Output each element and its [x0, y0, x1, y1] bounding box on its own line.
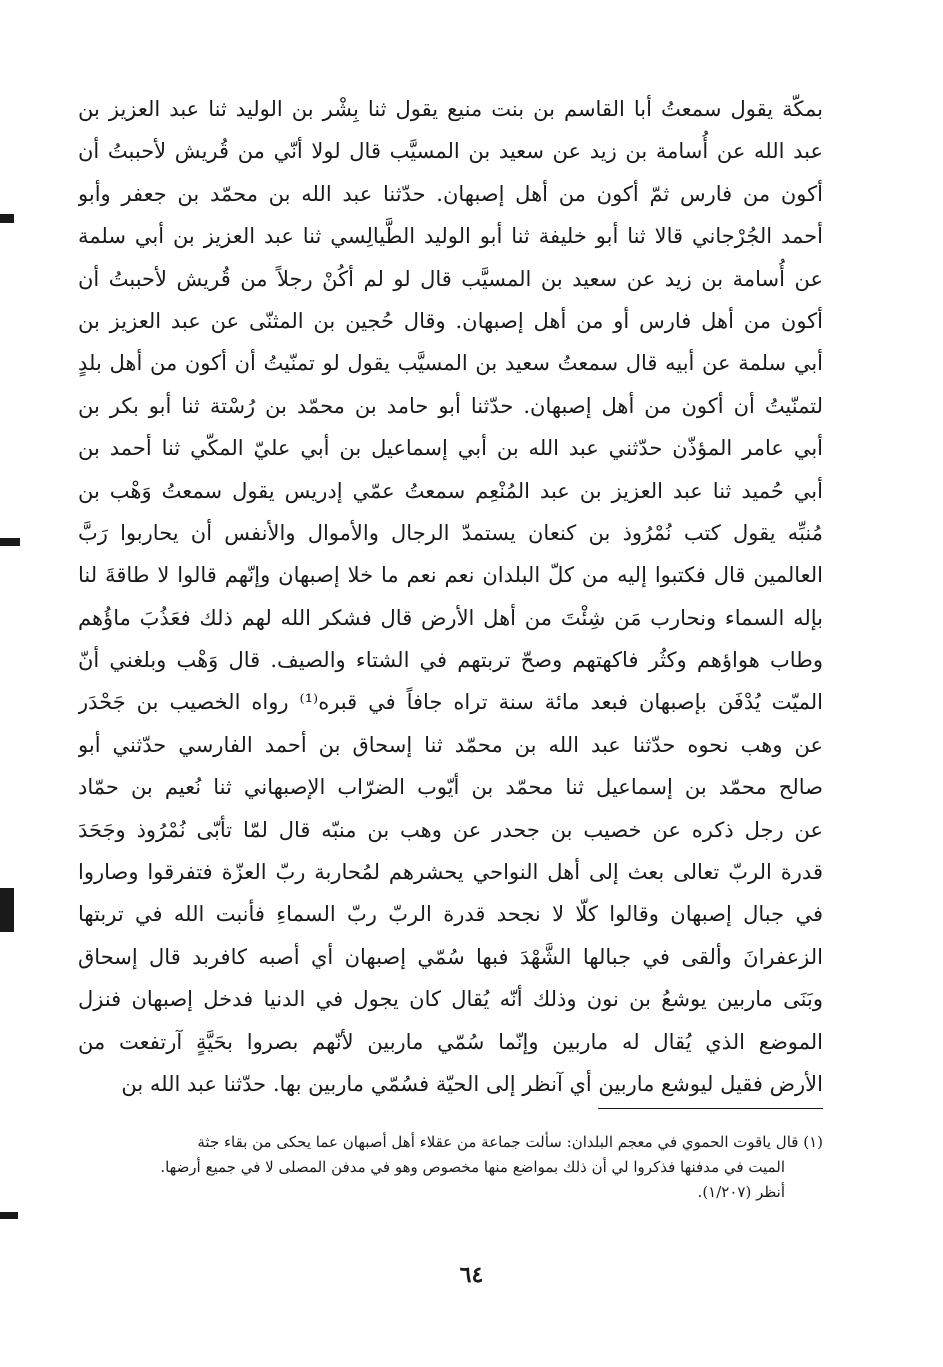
footnote-line: (١) قال ياقوت الحموي في معجم البلدان: سألت جماعة من عقلاء أهل أصبهان عما يحكى من بقاء جثة [197, 1133, 823, 1151]
text-line: أبي حُميد ثنا عبد العزيز بن عبد المُنْعِم سمعتُ عمّي إدريس يقول سمعتُ وَهْب بن [78, 478, 823, 503]
text-line: عن رجل ذكره عن خصيب بن جحدر عن وهب بن منبّه قال لمّا تأبّى نُمْرُوذ وجَحَدَ [78, 817, 823, 842]
text-line: الموضع الذي يُقال له ماربين وإنّما سُمّي ماربين لأنّهم بصروا بحَيَّةٍ آرتفعت من [78, 1029, 823, 1054]
text-line: أبي سلمة عن أبيه قال سمعتُ سعيد بن المسيَّب يقول لو تمنّيتُ أن أكون من أهل بلدٍ [78, 351, 823, 376]
text-line: صالح محمّد بن إسماعيل ثنا محمّد بن أيّوب الضرّاب الإصبهاني ثنا نُعيم بن حمّاد [78, 775, 823, 800]
text-line: عبد الله عن أُسامة بن زيد عن سعيد بن المسيَّب قال لولا أنّي من قُريش لأحببتُ أن [78, 139, 823, 164]
scan-mark [0, 214, 14, 223]
footnote-line: الميت في مدفنها فذكروا لي أن ذلك بمواضع منها مخصوص وهو في مدفن المصلى لا في جميع أرضها. [160, 1158, 785, 1176]
scan-mark [0, 888, 14, 932]
text-line: وبَنَى ماربين يوشعُ بن نون وذلك أنّه يُقال كان يجول في الدنيا فدخل إصبهان فنزل [78, 987, 823, 1012]
text-line: وطاب هواؤهم وكثُر فاكهتهم وصحّ تربتهم في الشتاء والصيف. قال وَهْب وبلغني أنّ [78, 648, 823, 673]
text-line: أكون من فارس ثمّ أكون من أهل إصبهان. حدّثنا عبد الله بن محمّد بن جعفر وأبو [78, 181, 823, 206]
text-line: قدرة الربّ تعالى بعث إلى أهل النواحي يحشرهم لمُحاربة ربّ العزّة فتفرقوا وصاروا [78, 860, 823, 885]
text-line: أحمد الجُرْجاني قالا ثنا أبو خليفة ثنا أبو الوليد الطَّيالِسي ثنا عبد العزيز بن أبي سلمة [78, 224, 823, 249]
text-line: العالمين قال فكتبوا إليه من كلّ البلدان نعم نعم ما خلا إصبهان وإنّهم قالوا لا طاقةَ لنا [78, 563, 823, 588]
footnotes [78, 1130, 823, 1205]
text-line: الزعفرانَ وألقى في جبالها الشَّهْدَ فبها سُمّي إصبهان أي أصبه كافربد قال إسحاق [78, 944, 823, 969]
footnote-line: أنظر (١/٢٠٧). [697, 1183, 785, 1201]
scan-mark [0, 538, 20, 546]
text-line: عن وهب نحوه حدّثنا عبد الله بن محمّد ثنا إسحاق بن أحمد الفارسي حدّثني أبو [78, 732, 823, 757]
main-text [78, 88, 823, 1105]
footnote-separator [598, 1108, 823, 1109]
page-number: ٦٤ [459, 1262, 484, 1288]
text-line: أكون من أهل فارس أو من أهل إصبهان. وقال حُجين بن المثنّى عن عبد العزيز بن [78, 308, 823, 333]
text-line: الميّت يُدْفَن بإصبهان فبعد مائة سنة تراه جافاً في قبره⁽¹⁾ رواه الخصيب بن جَحْدَر [78, 690, 823, 715]
text-line: بإله السماء ونحارب مَن شِئْتَ من أهل الأرض قال فشكر الله لهم ذلك فعَذُبَ ماؤُهم [78, 605, 823, 630]
text-line: بمكّة يقول سمعتُ أبا القاسم بن بنت منيع يقول ثنا بِشْر بن الوليد ثنا عبد العزيز بن [78, 97, 823, 121]
text-line: مُنبِّه يقول كتب نُمْرُوذ بن كنعان يستمدّ الرجال والأموال والأنفس أن يحاربوا رَبَّ [78, 520, 823, 545]
text-line: عن أُسامة بن زيد عن سعيد بن المسيَّب قال لو لم أكُنْ رجلاً من قُريش لأحببتُ أن [78, 266, 823, 291]
text-line: الأرض فقيل ليوشع ماربين أي آنظر إلى الحيّة فسُمّي ماربين بها. حدّثنا عبد الله بن [121, 1071, 823, 1096]
text-line: في جبال إصبهان وقالوا كلّا لا نجحد قدرة الربّ ربّ السماءِ فأنبت الله في تربتها [78, 902, 823, 927]
text-line: لتمنّيتُ أن أكون من أهل إصبهان. حدّثنا أبو حامد بن محمّد بن رُسْتة ثنا أبو بكر بن [78, 393, 823, 418]
text-line: أبي عامر المؤذّن حدّثني عبد الله بن أبي إسماعيل بن أبي عليّ المكّي ثنا أحمد بن [78, 436, 823, 461]
scan-mark [0, 1212, 18, 1219]
